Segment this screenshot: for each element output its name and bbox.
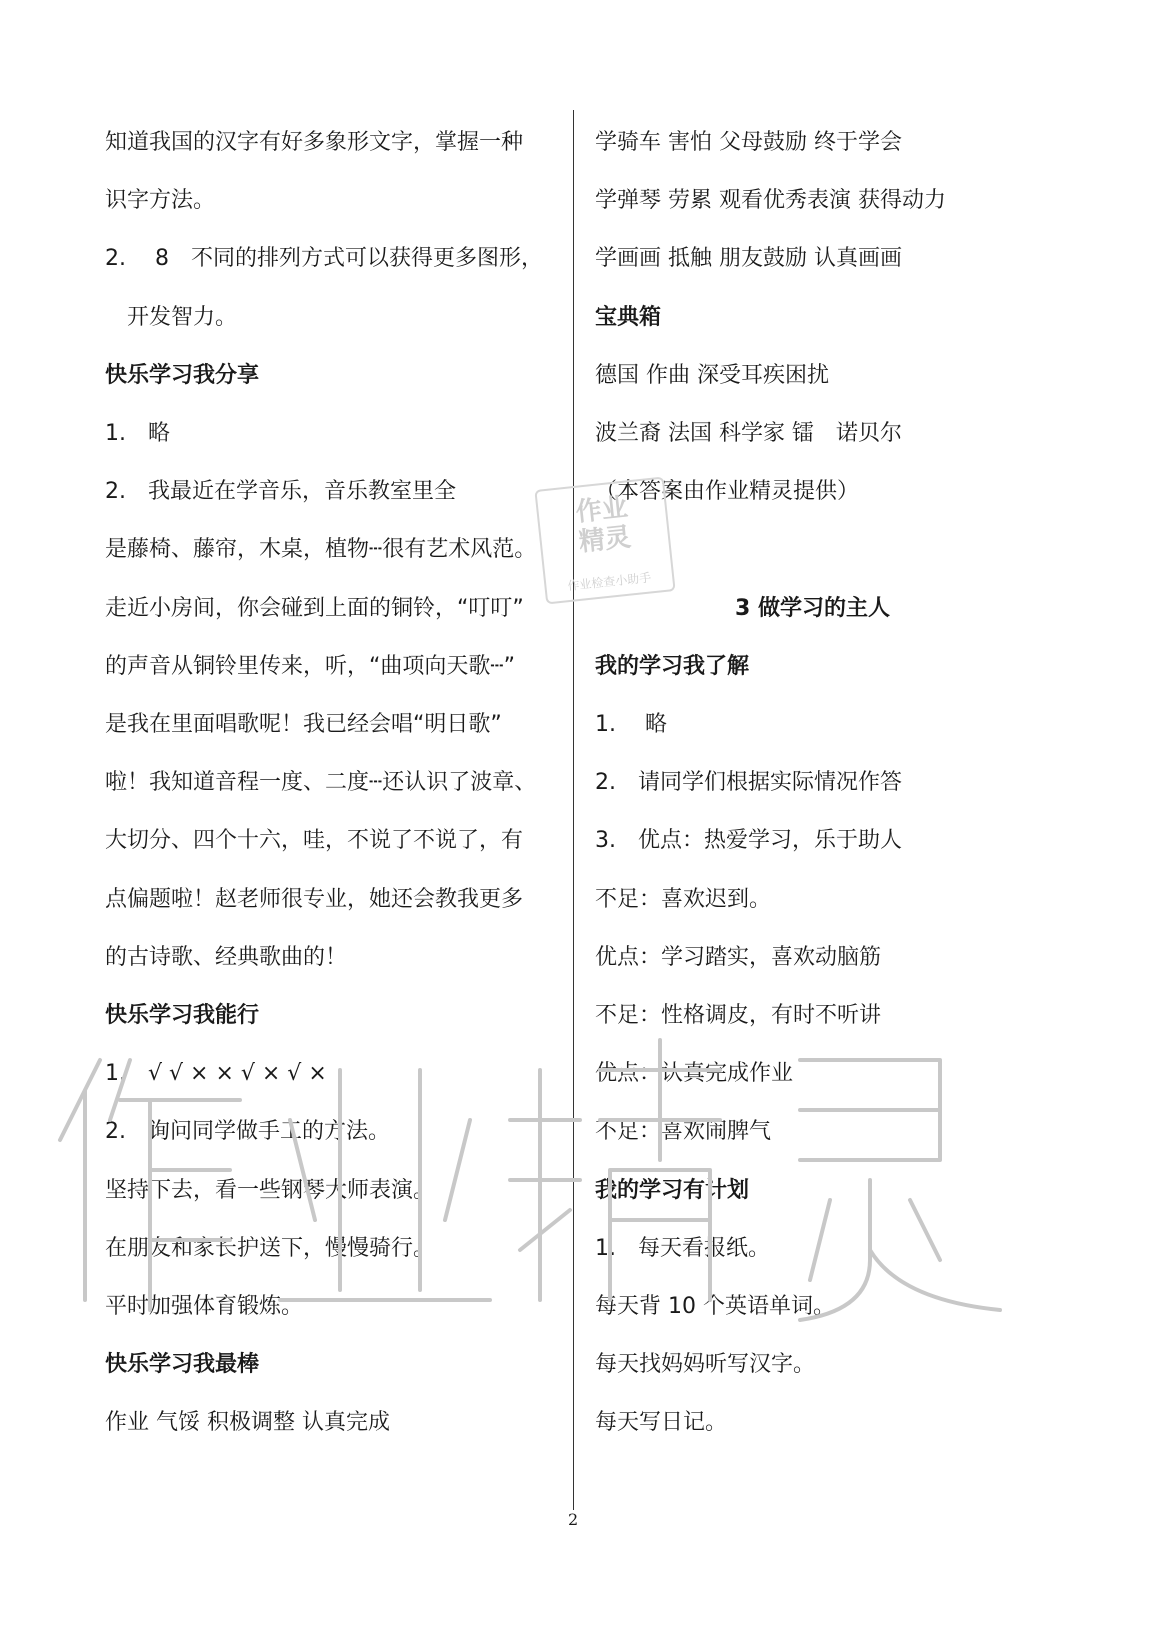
left-line-7: 2. 我最近在学音乐，音乐教室里全 [105, 479, 456, 504]
left-line-12: 啦！我知道音程一度、二度┄还认识了波章、 [105, 770, 537, 795]
right-line-2: 学弹琴 劳累 观看优秀表演 获得动力 [595, 188, 946, 213]
left-line-22: 快乐学习我最棒 [105, 1352, 260, 1377]
right-line-5: 德国 作曲 深受耳疾困扰 [595, 363, 829, 388]
stamp-caption: 作业检查小助手 [566, 570, 652, 594]
left-line-6: 1. 略 [105, 421, 170, 446]
left-line-17: 1. √ √ × × √ × √ × [105, 1061, 327, 1086]
right-line-13: 3. 优点：热爱学习，乐于助人 [595, 828, 902, 853]
right-line-10: 我的学习我了解 [595, 654, 750, 679]
right-line-7: （本答案由作业精灵提供） [595, 479, 860, 504]
right-line-1: 学骑车 害怕 父母鼓励 终于学会 [595, 130, 902, 155]
left-line-8: 是藤椅、藤帘，木桌，植物┄很有艺术风范。 [105, 537, 537, 562]
page-number: 2 [568, 1510, 579, 1529]
right-line-9: 3 做学习的主人 [735, 596, 890, 621]
left-line-10: 的声音从铜铃里传来，听，“曲项向天歌┄” [105, 654, 516, 679]
left-line-3: 2. 8 不同的排列方式可以获得更多图形， [105, 246, 543, 271]
left-line-5: 快乐学习我分享 [105, 363, 260, 388]
left-line-1: 知道我国的汉字有好多象形文字，掌握一种 [105, 130, 524, 155]
column-divider [573, 110, 574, 1510]
left-line-14: 点偏题啦！赵老师很专业，她还会教我更多 [105, 887, 524, 912]
left-line-2: 识字方法。 [105, 188, 216, 213]
right-line-6: 波兰裔 法国 科学家 镭 诺贝尔 [595, 421, 902, 446]
right-line-19: 我的学习有计划 [595, 1178, 750, 1203]
right-line-4: 宝典箱 [595, 305, 662, 330]
right-line-15: 优点：学习踏实，喜欢动脑筋 [595, 945, 882, 970]
left-line-19: 坚持下去，看一些钢琴大师表演。 [105, 1178, 436, 1203]
stamp-logo-text: 作业 精灵 [574, 492, 633, 558]
right-line-23: 每天写日记。 [595, 1410, 728, 1435]
left-line-18: 2. 询问同学做手工的方法。 [105, 1119, 390, 1144]
left-line-11: 是我在里面唱歌呢！我已经会唱“明日歌” [105, 712, 502, 737]
right-line-11: 1. 略 [595, 712, 667, 737]
left-line-4: 开发智力。 [105, 305, 238, 330]
right-line-3: 学画画 抵触 朋友鼓励 认真画画 [595, 246, 902, 271]
right-line-22: 每天找妈妈听写汉字。 [595, 1352, 816, 1377]
right-line-21: 每天背 10 个英语单词。 [595, 1294, 835, 1319]
left-line-9: 走近小房间，你会碰到上面的铜铃，“叮叮” [105, 596, 524, 621]
left-line-15: 的古诗歌、经典歌曲的！ [105, 945, 348, 970]
right-line-20: 1. 每天看报纸。 [595, 1236, 770, 1261]
right-line-18: 不足：喜欢闹脾气 [595, 1119, 772, 1144]
left-line-20: 在朋友和家长护送下，慢慢骑行。 [105, 1236, 436, 1261]
right-line-14: 不足：喜欢迟到。 [595, 887, 772, 912]
left-line-16: 快乐学习我能行 [105, 1003, 260, 1028]
right-line-17: 优点：认真完成作业 [595, 1061, 794, 1086]
watermark-stamp [534, 477, 675, 605]
left-line-21: 平时加强体育锻炼。 [105, 1294, 304, 1319]
right-line-16: 不足：性格调皮，有时不听讲 [595, 1003, 882, 1028]
left-line-23: 作业 气馁 积极调整 认真完成 [105, 1410, 390, 1435]
left-line-13: 大切分、四个十六，哇，不说了不说了，有 [105, 828, 524, 853]
right-line-12: 2. 请同学们根据实际情况作答 [595, 770, 902, 795]
